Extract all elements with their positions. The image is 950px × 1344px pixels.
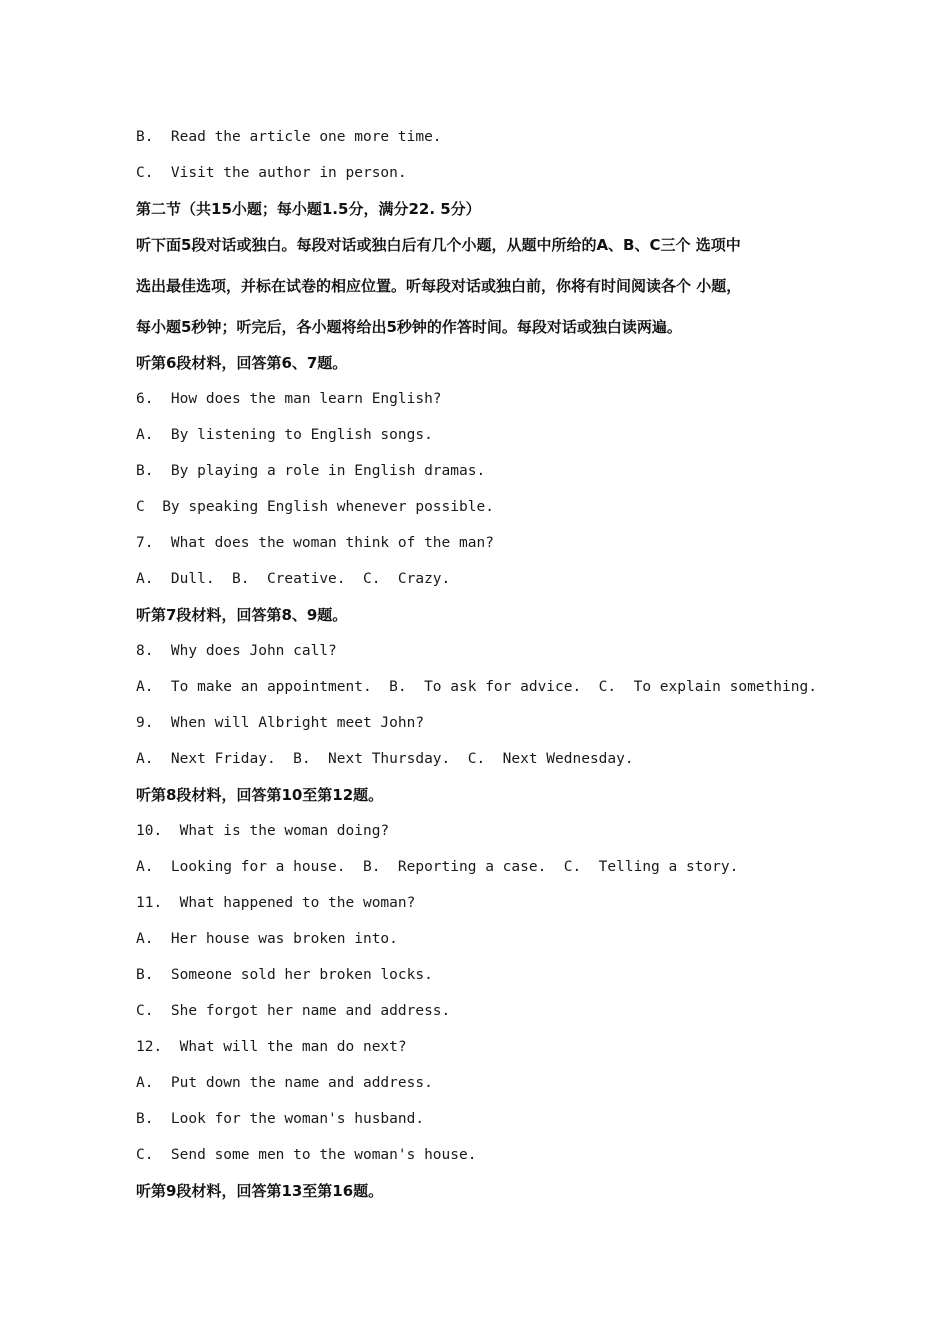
question-9: 9. When will Albright meet John?: [136, 715, 425, 731]
options-7: A. Dull. B. Creative. C. Crazy.: [136, 571, 451, 587]
option-6c: C By speaking English whenever possible.: [136, 499, 494, 515]
material-6-heading: 听第6段材料，回答第6、7题。: [136, 354, 348, 372]
question-10: 10. What is the woman doing?: [136, 823, 390, 839]
option-5b: B. Read the article one more time.: [136, 129, 442, 145]
option-11c: C. She forgot her name and address.: [136, 1003, 451, 1019]
option-12a: A. Put down the name and address.: [136, 1075, 433, 1091]
section-heading: 第二节（共15小题；每小题1.5分，满分22. 5分）: [136, 200, 481, 218]
instructions-line-3: 每小题5秒钟；听完后，各小题将给出5秒钟的作答时间。每段对话或独白读两遍。: [136, 318, 682, 336]
option-6a: A. By listening to English songs.: [136, 427, 433, 443]
question-8: 8. Why does John call?: [136, 643, 337, 659]
question-7: 7. What does the woman think of the man?: [136, 535, 494, 551]
question-6: 6. How does the man learn English?: [136, 391, 442, 407]
material-8-heading: 听第8段材料，回答第10至第12题。: [136, 786, 384, 804]
options-9: A. Next Friday. B. Next Thursday. C. Next Wednesday.: [136, 751, 634, 767]
instructions-line-2: 选出最佳选项，并标在试卷的相应位置。听每段对话或独白前，你将有时间阅读各个 小题，: [136, 277, 742, 295]
material-9-heading: 听第9段材料，回答第13至第16题。: [136, 1182, 384, 1200]
option-11b: B. Someone sold her broken locks.: [136, 967, 433, 983]
instructions-line-1: 听下面5段对话或独白。每段对话或独白后有几个小题，从题中所给的A、B、C三个 选项中: [136, 236, 741, 254]
options-8: A. To make an appointment. B. To ask for advice. C. To explain something.: [136, 679, 817, 695]
question-11: 11. What happened to the woman?: [136, 895, 416, 911]
option-6b: B. By playing a role in English dramas.: [136, 463, 486, 479]
option-12b: B. Look for the woman's husband.: [136, 1111, 425, 1127]
question-12: 12. What will the man do next?: [136, 1039, 407, 1055]
option-5c: C. Visit the author in person.: [136, 165, 407, 181]
option-11a: A. Her house was broken into.: [136, 931, 398, 947]
options-10: A. Looking for a house. B. Reporting a case. C. Telling a story.: [136, 859, 739, 875]
option-12c: C. Send some men to the woman's house.: [136, 1147, 477, 1163]
material-7-heading: 听第7段材料，回答第8、9题。: [136, 606, 348, 624]
